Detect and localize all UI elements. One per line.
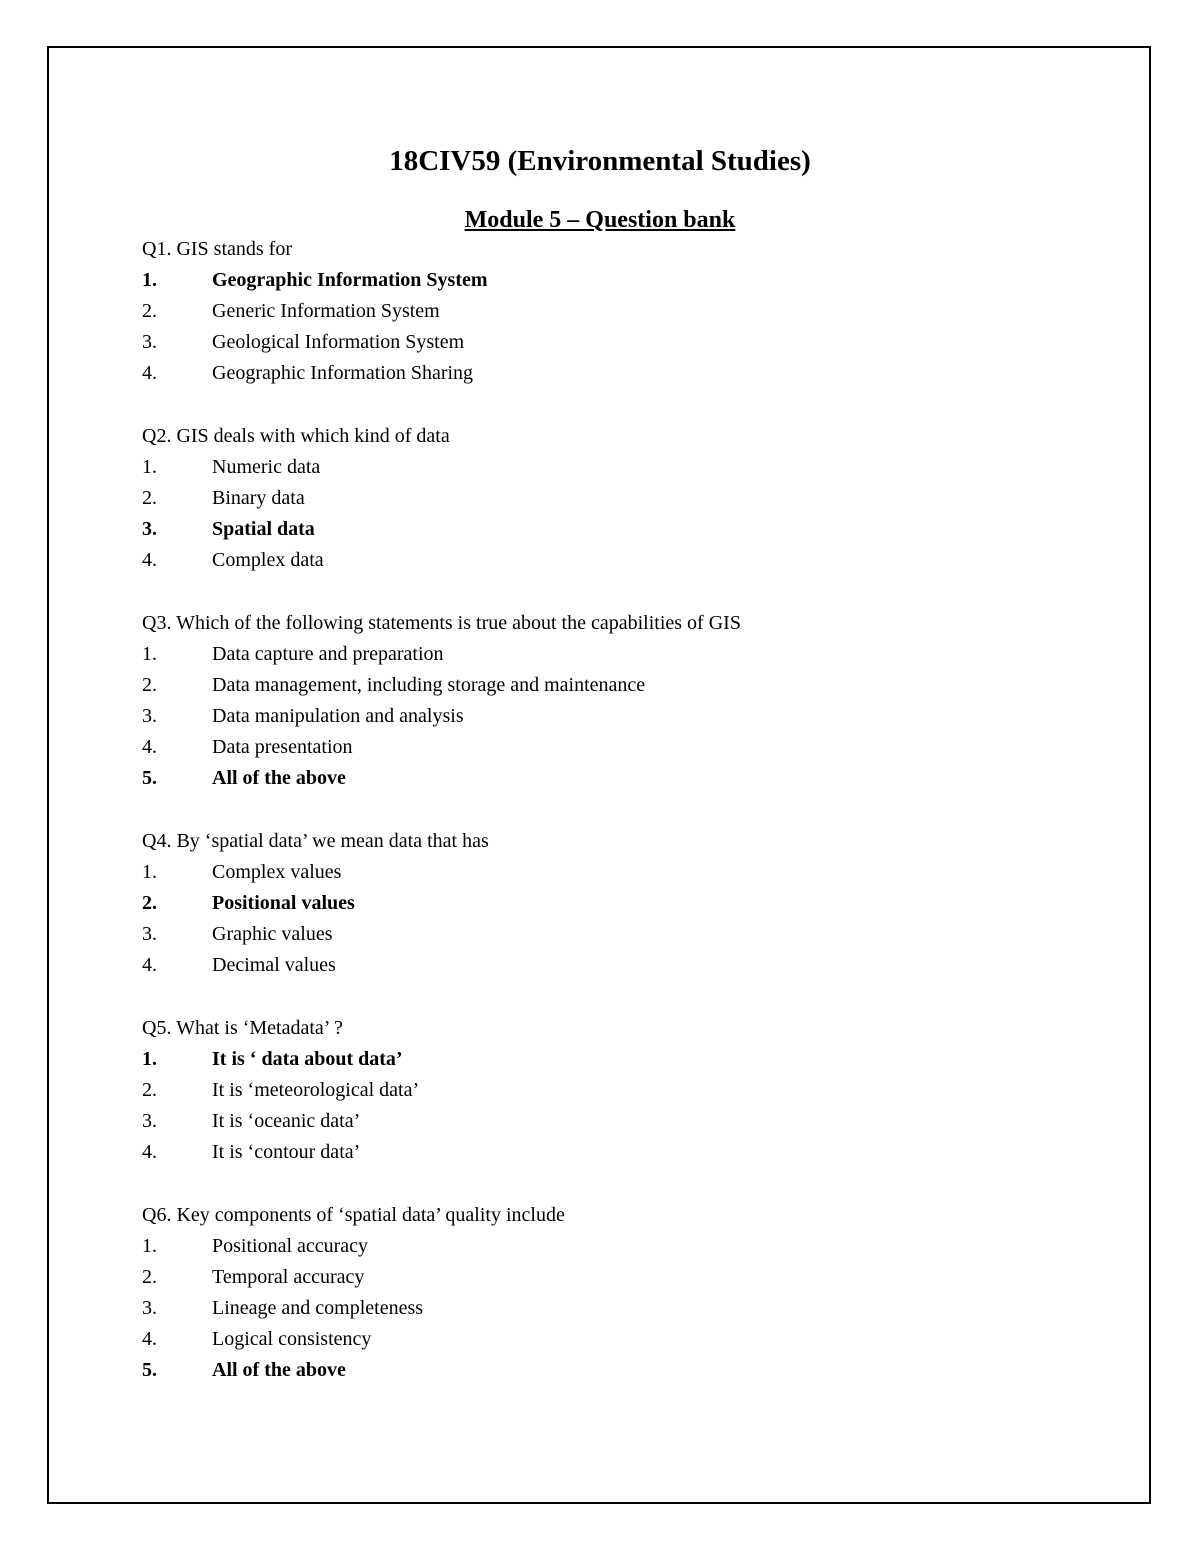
question-block — [142, 234, 1102, 389]
option-text: Graphic values — [212, 923, 333, 945]
answer-option — [142, 732, 1102, 763]
answer-option — [142, 1075, 1102, 1106]
option-number: 4. — [142, 1141, 157, 1163]
option-number: 2. — [142, 892, 157, 914]
option-number: 5. — [142, 1359, 157, 1381]
option-text: It is ‘oceanic data’ — [212, 1110, 361, 1132]
answer-option — [142, 670, 1102, 701]
question-block — [142, 608, 1102, 794]
question-text: Q5. What is ‘Metadata’ ? — [142, 1017, 343, 1039]
option-number: 5. — [142, 767, 157, 789]
document-subtitle: Module 5 – Question bank — [464, 207, 736, 233]
option-text: Logical consistency — [212, 1328, 372, 1350]
correct-option — [142, 763, 1102, 794]
answer-option — [142, 452, 1102, 483]
question-block — [142, 1013, 1102, 1168]
option-number: 4. — [142, 549, 157, 571]
question-bank — [142, 234, 1102, 1418]
answer-option — [142, 483, 1102, 514]
option-text: Data capture and preparation — [212, 643, 444, 665]
option-text: Complex data — [212, 549, 324, 571]
answer-option — [142, 1293, 1102, 1324]
option-text: All of the above — [212, 767, 346, 789]
correct-option — [142, 888, 1102, 919]
option-text: It is ‘meteorological data’ — [212, 1079, 420, 1101]
option-number: 3. — [142, 331, 157, 353]
option-number: 2. — [142, 487, 157, 509]
option-text: Data manipulation and analysis — [212, 705, 464, 727]
answer-option — [142, 296, 1102, 327]
option-text: It is ‘ data about data’ — [212, 1048, 403, 1070]
answer-option — [142, 950, 1102, 981]
correct-option — [142, 265, 1102, 296]
option-text: Lineage and completeness — [212, 1297, 424, 1319]
answer-option — [142, 1231, 1102, 1262]
option-number: 3. — [142, 1297, 157, 1319]
answer-option — [142, 919, 1102, 950]
option-number: 3. — [142, 705, 157, 727]
question-text: Q3. Which of the following statements is true about the capabilities of GIS — [142, 612, 741, 634]
option-text: Positional accuracy — [212, 1235, 369, 1257]
option-number: 3. — [142, 1110, 157, 1132]
option-number: 3. — [142, 923, 157, 945]
option-text: Temporal accuracy — [212, 1266, 365, 1288]
option-text: Binary data — [212, 487, 305, 509]
question-text: Q4. By ‘spatial data’ we mean data that has — [142, 830, 489, 852]
option-text: Generic Information System — [212, 300, 440, 322]
answer-option — [142, 1106, 1102, 1137]
option-number: 1. — [142, 269, 157, 291]
answer-option — [142, 1137, 1102, 1168]
question-block — [142, 1200, 1102, 1386]
correct-option — [142, 1355, 1102, 1386]
option-number: 1. — [142, 456, 157, 478]
answer-option — [142, 327, 1102, 358]
option-number: 2. — [142, 1079, 157, 1101]
option-text: Data management, including storage and maintenance — [212, 674, 646, 696]
question-text: Q6. Key components of ‘spatial data’ quality include — [142, 1204, 565, 1226]
option-number: 4. — [142, 362, 157, 384]
option-number: 4. — [142, 954, 157, 976]
question-text: Q2. GIS deals with which kind of data — [142, 425, 450, 447]
option-number: 3. — [142, 518, 157, 540]
answer-option — [142, 545, 1102, 576]
option-number: 1. — [142, 1048, 157, 1070]
question-text: Q1. GIS stands for — [142, 238, 292, 260]
option-text: All of the above — [212, 1359, 346, 1381]
correct-option — [142, 514, 1102, 545]
option-number: 4. — [142, 736, 157, 758]
document-title: 18CIV59 (Environmental Studies) — [389, 145, 811, 177]
answer-option — [142, 358, 1102, 389]
option-number: 2. — [142, 300, 157, 322]
option-text: Geographic Information Sharing — [212, 362, 474, 384]
option-text: Spatial data — [212, 518, 315, 540]
option-text: Numeric data — [212, 456, 321, 478]
answer-option — [142, 639, 1102, 670]
answer-option — [142, 857, 1102, 888]
option-text: Data presentation — [212, 736, 353, 758]
option-number: 1. — [142, 1235, 157, 1257]
option-text: Complex values — [212, 861, 342, 883]
question-block — [142, 826, 1102, 981]
option-text: Decimal values — [212, 954, 336, 976]
option-number: 4. — [142, 1328, 157, 1350]
question-block — [142, 421, 1102, 576]
option-text: Geographic Information System — [212, 269, 488, 291]
option-number: 1. — [142, 861, 157, 883]
option-text: Positional values — [212, 892, 355, 914]
answer-option — [142, 701, 1102, 732]
option-number: 2. — [142, 674, 157, 696]
option-text: Geological Information System — [212, 331, 465, 353]
option-number: 1. — [142, 643, 157, 665]
correct-option — [142, 1044, 1102, 1075]
option-number: 2. — [142, 1266, 157, 1288]
answer-option — [142, 1262, 1102, 1293]
answer-option — [142, 1324, 1102, 1355]
option-text: It is ‘contour data’ — [212, 1141, 361, 1163]
